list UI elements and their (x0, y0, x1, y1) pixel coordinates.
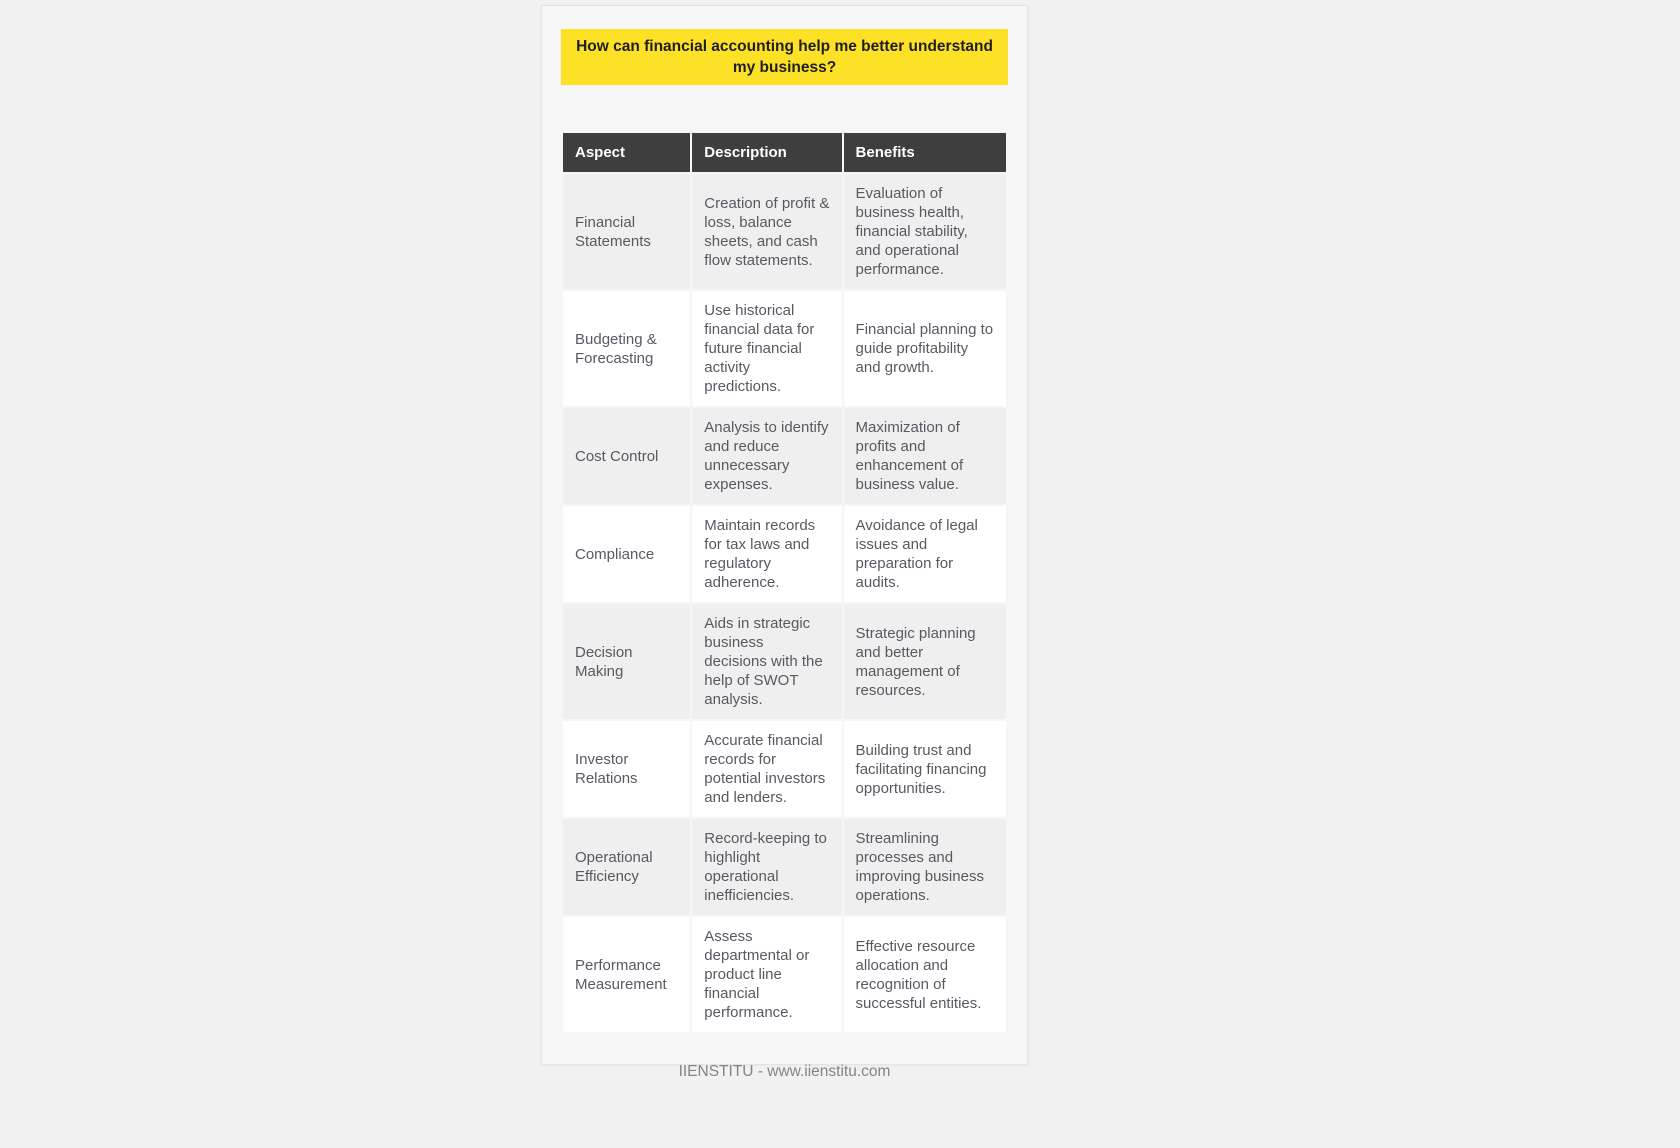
description-cell: Aids in strategic business decisions with the help of SWOT analysis. (692, 604, 841, 719)
table-header-row (563, 133, 1006, 172)
description-cell: Accurate financial records for potential investors and lenders. (692, 721, 841, 817)
column-header-aspect: Aspect (563, 133, 690, 172)
table-row (563, 819, 1006, 915)
table-row (563, 917, 1006, 1032)
table-row (563, 408, 1006, 504)
description-cell: Analysis to identify and reduce unnecessary expenses. (692, 408, 841, 504)
benefits-cell: Effective resource allocation and recognition of successful entities. (844, 917, 1006, 1032)
benefits-cell: Streamlining processes and improving business operations. (844, 819, 1006, 915)
aspect-cell: Performance Measurement (563, 917, 690, 1032)
benefits-cell: Strategic planning and better management of resources. (844, 604, 1006, 719)
table-row (563, 604, 1006, 719)
site-attribution: IIENSTITU - www.iienstitu.com (678, 1063, 891, 1080)
description-cell: Record-keeping to highlight operational inefficiencies. (692, 819, 841, 915)
aspect-cell: Operational Efficiency (563, 819, 690, 915)
content-card (541, 5, 1028, 1080)
benefits-cell: Financial planning to guide profitability and growth. (844, 291, 1006, 406)
column-header-description: Description (692, 133, 841, 172)
table-container (561, 131, 1008, 1034)
aspect-cell: Investor Relations (563, 721, 690, 817)
table-row (563, 174, 1006, 289)
aspect-cell: Compliance (563, 506, 690, 602)
accounting-benefits-table (561, 131, 1008, 1034)
aspect-cell: Budgeting & Forecasting (563, 291, 690, 406)
column-header-benefits: Benefits (844, 133, 1006, 172)
question-title: How can financial accounting help me better understand my business? (561, 29, 1008, 85)
benefits-cell: Maximization of profits and enhancement of business value. (844, 408, 1006, 504)
table-row (563, 721, 1006, 817)
description-cell: Creation of profit & loss, balance sheets, and cash flow statements. (692, 174, 841, 289)
benefits-cell: Avoidance of legal issues and preparation for audits. (844, 506, 1006, 602)
benefits-cell: Evaluation of business health, financial stability, and operational performance. (844, 174, 1006, 289)
description-cell: Assess departmental or product line financial performance. (692, 917, 841, 1032)
table-row (563, 291, 1006, 406)
aspect-cell: Cost Control (563, 408, 690, 504)
description-cell: Use historical financial data for future financial activity predictions. (692, 291, 841, 406)
aspect-cell: Financial Statements (563, 174, 690, 289)
aspect-cell: Decision Making (563, 604, 690, 719)
benefits-cell: Building trust and facilitating financing opportunities. (844, 721, 1006, 817)
table-row (563, 506, 1006, 602)
description-cell: Maintain records for tax laws and regulatory adherence. (692, 506, 841, 602)
